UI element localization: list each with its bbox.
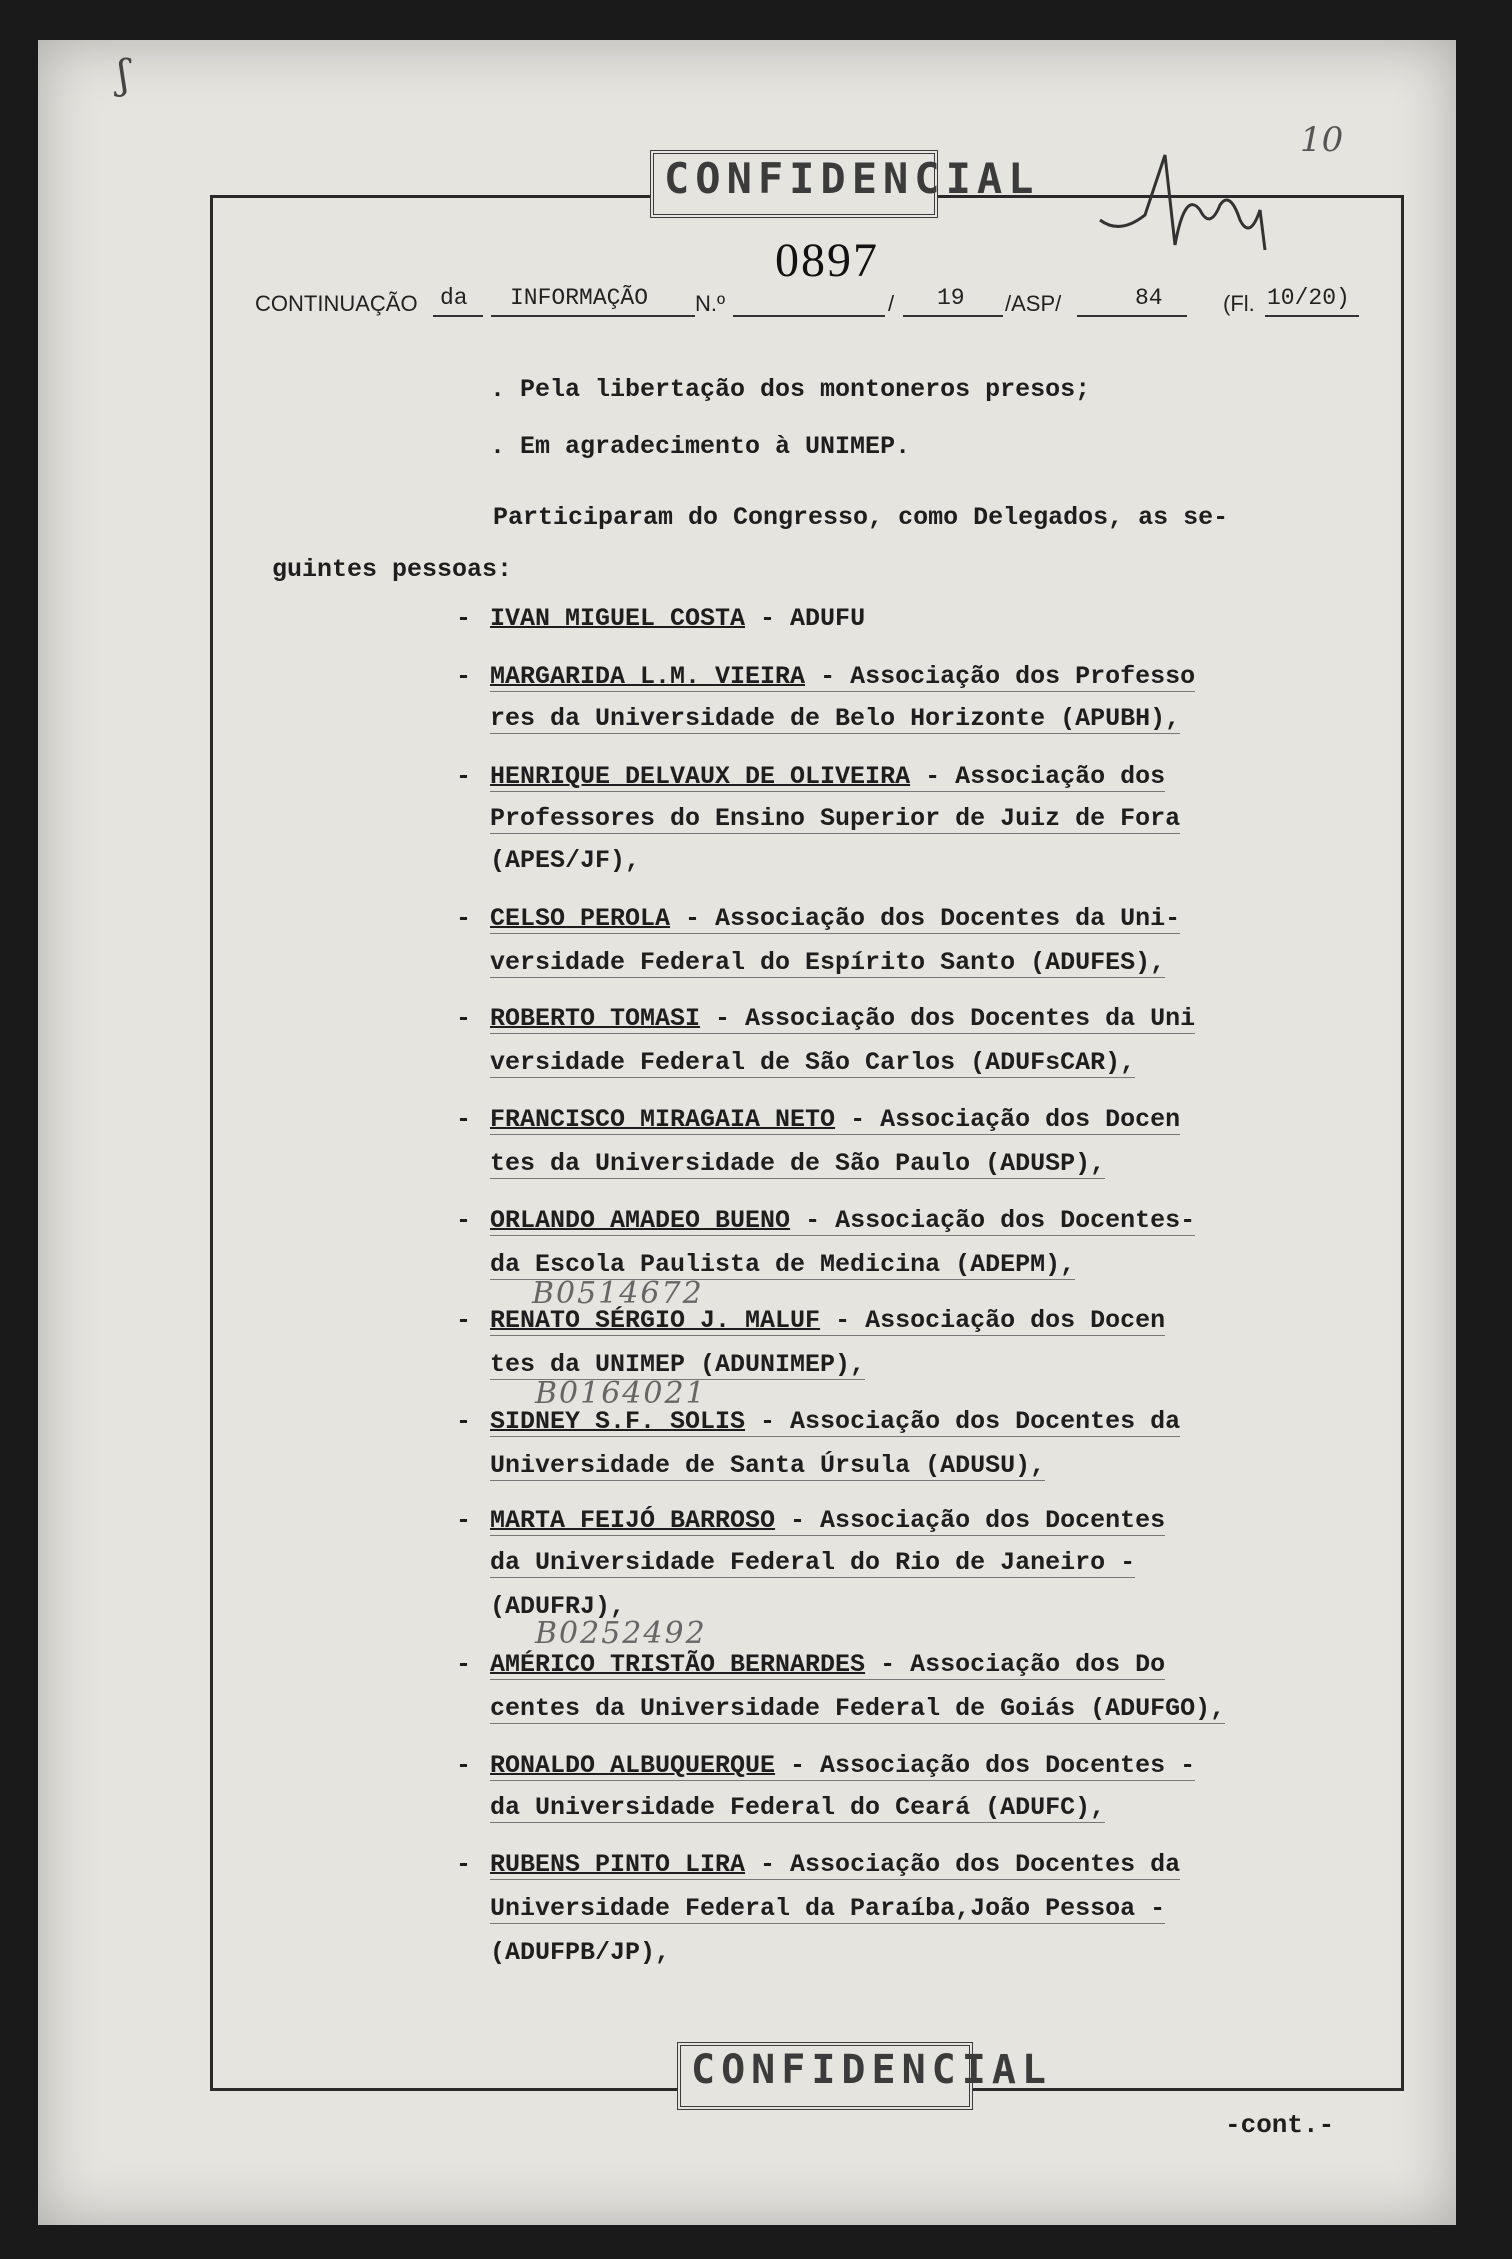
- document-header: [255, 285, 1395, 325]
- delegate-name: FRANCISCO MIRAGAIA NETO: [490, 1105, 836, 1134]
- handwritten-note: B0514672: [532, 1276, 704, 1311]
- delegate-name: RUBENS PINTO LIRA: [490, 1850, 746, 1879]
- delegate-name: CELSO PEROLA: [490, 904, 671, 933]
- bullet-line: . Pela libertação dos montoneros presos;: [490, 375, 1091, 404]
- header-number: 19: [937, 285, 965, 311]
- delegate-name: RENATO SÉRGIO J. MALUF: [490, 1306, 821, 1335]
- delegate-name: HENRIQUE DELVAUX DE OLIVEIRA: [490, 762, 911, 791]
- delegate-name: RONALDO ALBUQUERQUE: [490, 1751, 776, 1780]
- delegate-name: IVAN MIGUEL COSTA: [490, 604, 746, 633]
- handwritten-note: B0164021: [535, 1376, 707, 1411]
- header-folio: 10/20): [1267, 285, 1350, 311]
- header-slash: /: [888, 291, 895, 316]
- intro-line: guintes pessoas:: [272, 555, 513, 584]
- header-continuacao: CONTINUAÇÃO: [255, 291, 418, 316]
- delegate-name: SIDNEY S.F. SOLIS: [490, 1407, 746, 1436]
- confidential-stamp-top: CONFIDENCIAL: [650, 150, 938, 218]
- header-asp: /ASP/: [1005, 291, 1062, 316]
- delegate-name: MARTA FEIJÓ BARROSO: [490, 1506, 776, 1535]
- delegate-name: ORLANDO AMADEO BUENO: [490, 1206, 791, 1235]
- header-year: 84: [1135, 285, 1163, 311]
- document-number: 0897: [775, 234, 879, 287]
- handwritten-note: B0252492: [535, 1616, 707, 1651]
- page-mark: 10: [1300, 120, 1344, 160]
- bullet-line: . Em agradecimento à UNIMEP.: [490, 432, 911, 461]
- signature-mark: [1090, 150, 1320, 260]
- header-informacao: INFORMAÇÃO: [510, 285, 649, 311]
- delegate-name: AMÉRICO TRISTÃO BERNARDES: [490, 1650, 866, 1679]
- confidential-stamp-bottom: CONFIDENCIAL: [677, 2042, 973, 2110]
- header-fl: (Fl.: [1223, 291, 1255, 316]
- delegate-name: MARGARIDA L.M. VIEIRA: [490, 662, 806, 691]
- header-n: N.º: [695, 291, 726, 316]
- header-da: da: [440, 285, 468, 311]
- delegate-name: ROBERTO TOMASI: [490, 1004, 701, 1033]
- corner-mark: ʃ: [118, 52, 129, 98]
- intro-line: Participaram do Congresso, como Delegados, as se-: [493, 503, 1229, 532]
- continued-marker: -cont.-: [1225, 2110, 1335, 2140]
